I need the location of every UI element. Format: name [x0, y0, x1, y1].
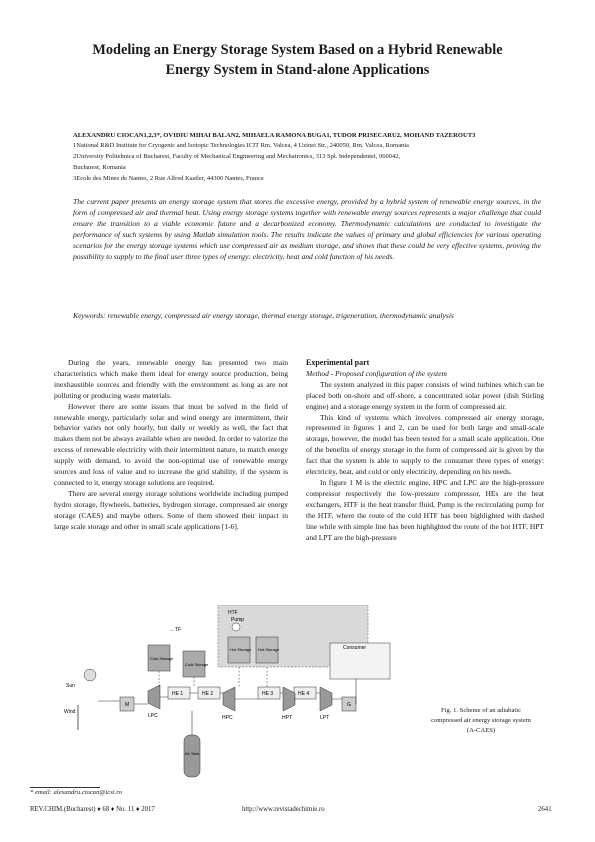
acaes-scheme-figure	[58, 605, 398, 785]
caption-line-3: (A-CAES)	[466, 727, 496, 734]
keywords: Keywords: renewable energy, compressed air energy storage, thermal energy storage, trigeneration, thermodynamic analysis	[73, 311, 454, 320]
sun-label: Sun	[66, 683, 75, 689]
right-column	[306, 358, 544, 543]
pump-label: Pump	[231, 617, 245, 623]
paragraph: However there are some issues that must be solved in the field of renewable energy, particularly solar and wind energy are intermittent, their behavior varies not only hourly, but daily or weekly as well, the fact that makes them not be always available when are needed. In order to valorize the excess of renewable electricity with their intermittent nature, to match energy supply with demand, to avoid the non-optimal use of renewable energy sources and loss of value and to increase the grid stability, if the system is connected to it, energy storage solutions are required.	[54, 401, 288, 487]
hpc-compressor	[223, 687, 235, 711]
htf-flow-lines	[159, 667, 267, 687]
caption-line-1: Fig. 1. Scheme of an adiabatic	[440, 707, 522, 714]
abstract: The current paper presents an energy storage system that stores the excessive energy, provided by a hybrid system of renewable energy sources, in the form of compressed air and thermal heat. Using energy storage systems together with renewable energy sources represents a major challenge that could ensure the transition to a viable economic future and a decarbonized economy. Thermodynamic calculations are conducted to investigate the performance of such systems by using Matlab simulation tools. The results indicate the values of primary and global efficiencies for various operating scenarios for the energy storage systems which use compressed air as medium storage, and shows that these could be very effective systems, proving the possibility to supply to the final user three types of energy: electricity, heat and cold function of his needs.	[73, 197, 541, 262]
lpt-turbine	[320, 687, 332, 711]
corresponding-email: * email: alexandru.ciocan@icsi.ro	[30, 789, 122, 796]
lpt-label: LPT	[320, 715, 330, 721]
journal-url: http://www.revistadechimie.ro	[242, 806, 325, 813]
page-number: 2641	[538, 806, 552, 813]
he3-label: HE 3	[262, 691, 274, 697]
wind-label: Wind	[64, 709, 76, 715]
paragraph: During the years, renewable energy has presented two main characteristics which make them ideal for energy source production, being inexhaustible sources and friendly with the environment as long as are not polluting or producing waste materials.	[54, 358, 288, 400]
he2-label: HE 2	[202, 691, 214, 697]
lpc-compressor	[148, 685, 160, 709]
consumer-label: Consumer	[343, 645, 367, 651]
author-list: ALEXANDRU CIOCAN1,2,3*, OVIDIU MIHAI BALAN2, MIHAELA RAMONA BUGA1, TUDOR PRISECARU2, MOHAND TAZEROUT3	[73, 132, 476, 139]
hpc-label: HPC	[222, 715, 233, 721]
title-line-2: Energy System in Stand-alone Applications	[165, 62, 430, 78]
he1-label: HE 1	[172, 691, 184, 697]
solar-dish-icon	[84, 669, 96, 681]
journal-citation: REV.CHIM.(Bucharest) ♦ 68 ♦ No. 11 ♦ 2017	[30, 806, 155, 813]
motor-label: M	[125, 702, 130, 708]
htf-arrow-label: ←TF	[170, 627, 182, 633]
paragraph: The system analyzed in this paper consists of wind turbines which can be placed both on-shore and off-shore, a concentrated solar power (dish Stirling engine) and a storage energy system in the form of compressed air.	[306, 379, 544, 411]
affiliation-3: 3Ecole des Mines de Nantes, 2 Rue Alfred Kastler, 44300 Nantes, France	[73, 175, 264, 182]
affiliation-2: 2University Politehnica of Bucharest, Faculty of Mechanical Engineering and Mechatronics, 313 Spl. Independentei, 060042,	[73, 153, 401, 160]
hot-storage-1-label: Hot Storage	[230, 647, 252, 652]
lpc-label: LPC	[148, 713, 158, 719]
generator-label: G	[347, 702, 351, 708]
title-line-1: Modeling an Energy Storage System Based on a Hybrid Renewable	[92, 42, 503, 58]
hpt-turbine	[283, 687, 295, 711]
affiliation-1: 1National R&D Institute for Cryogenic and Isotopic Technologies ICIT Rm. Valcea, 4 Uzinei Str., 240050, Rm. Valcea, Romania	[73, 142, 409, 149]
affiliation-2-cont: Bucharest, Romania	[73, 164, 126, 171]
figure-caption	[420, 706, 542, 736]
htf-label: HTF	[228, 610, 238, 616]
footnote-rule	[30, 787, 100, 788]
air-tank	[184, 735, 200, 777]
air-tank-label: Air Tank	[185, 751, 200, 756]
cold-storage-1-label: Cold Storage	[150, 656, 174, 661]
he4-label: HE 4	[298, 691, 310, 697]
paragraph: This kind of systems which involves compressed air energy storage, represented in figures 1 and 2, can be used for both large and small-scale storage, however, the model has been tested for a small scale application. One of the benefits of energy storage in the form of compressed air is given by the fact that the system is able to supply to the consumer three types of energy: electricity, heat, and cold or only electricity, depending on his needs.	[306, 412, 544, 477]
paragraph: In figure 1 M is the electric engine, HPC and LPC are the high-pressure compressor respectively the low-pressure compressor, HEs are the heat exchangers, HTF is the heat transfer fluid, Pump is the recirculating pump for the HTF, where the route of the cold HTF has been highlighted with dashed line while with simple line has been highlighted the route of the hot HTF, HPT and LPT are the high-pressure	[306, 477, 544, 542]
caption-line-2: compressed air energy storage system	[431, 717, 531, 724]
section-heading: Experimental part	[306, 358, 370, 367]
left-column	[54, 358, 288, 533]
hot-storage-2-label: Hot Storage	[258, 647, 280, 652]
cold-storage-2-label: Cold Storage	[185, 662, 209, 667]
paragraph: There are several energy storage solutions worldwide including pumped hydro storage, flywheels, batteries, hydrogen storage, compressed air energy storage (CAES) and maybe others. Some of them showed their impact in large scale storage and other in small scale applications [1-6].	[54, 488, 288, 531]
subsection-heading: Method - Proposed configuration of the system	[306, 368, 447, 378]
hpt-label: HPT	[282, 715, 292, 721]
paper-title	[40, 40, 555, 80]
pump-icon	[232, 623, 240, 631]
